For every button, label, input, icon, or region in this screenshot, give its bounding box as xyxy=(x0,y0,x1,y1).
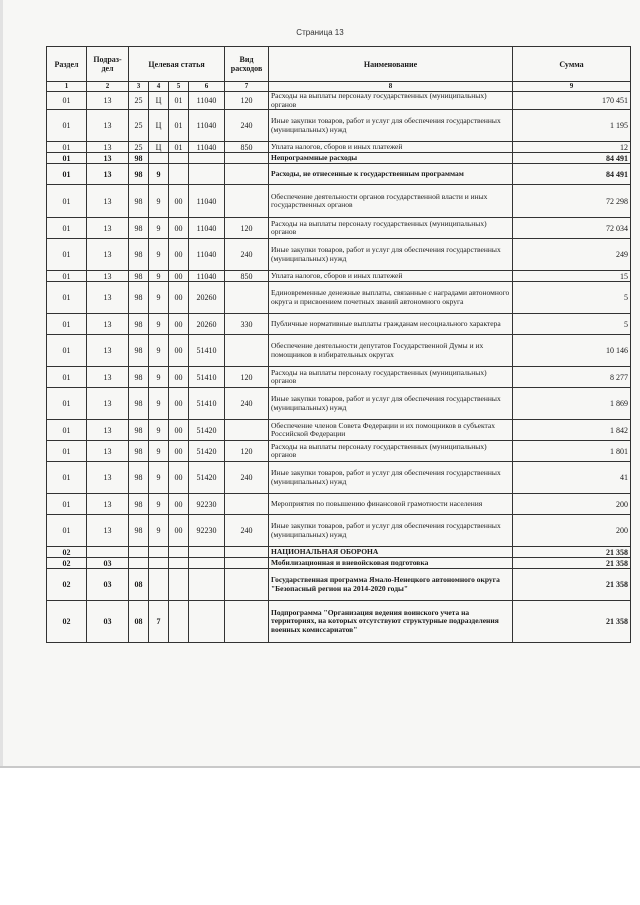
table-body xyxy=(47,92,631,643)
table-row xyxy=(47,441,631,462)
table-row xyxy=(47,218,631,239)
cell-subprogram: 9 xyxy=(149,282,169,314)
cell-name: Расходы на выплаты персоналу государственных (муниципальных) органов xyxy=(269,218,513,239)
cell-sum: 41 xyxy=(513,462,631,494)
cell-razdel: 01 xyxy=(47,367,87,388)
cell-sum: 84 491 xyxy=(513,153,631,164)
cell-code: 51410 xyxy=(189,388,225,420)
cell-direction: 00 xyxy=(169,420,189,441)
cell-code: 11040 xyxy=(189,218,225,239)
cell-code: 51420 xyxy=(189,462,225,494)
cell-program: 08 xyxy=(129,601,149,643)
cell-vid: 240 xyxy=(225,110,269,142)
cell-name: Государственная программа Ямало-Ненецкого автономного округа "Безопасный регион на 2014-2020 годы" xyxy=(269,569,513,601)
cell-name: Расходы, не отнесенные к государственным программам xyxy=(269,164,513,185)
cell-code xyxy=(189,164,225,185)
col-name: Наименование xyxy=(269,47,513,82)
table-row xyxy=(47,142,631,153)
col-number: 3 xyxy=(129,82,149,92)
cell-direction: 00 xyxy=(169,494,189,515)
cell-podrazdel: 13 xyxy=(87,110,129,142)
cell-razdel: 02 xyxy=(47,547,87,558)
cell-vid xyxy=(225,601,269,643)
cell-podrazdel: 03 xyxy=(87,601,129,643)
cell-program: 98 xyxy=(129,441,149,462)
cell-code: 20260 xyxy=(189,314,225,335)
table-row xyxy=(47,420,631,441)
cell-vid xyxy=(225,558,269,569)
cell-direction: 00 xyxy=(169,271,189,282)
cell-razdel: 01 xyxy=(47,515,87,547)
cell-name: Уплата налогов, сборов и иных платежей xyxy=(269,271,513,282)
cell-direction xyxy=(169,547,189,558)
cell-podrazdel: 13 xyxy=(87,218,129,239)
table-row xyxy=(47,335,631,367)
cell-vid xyxy=(225,282,269,314)
cell-name: Единовременные денежные выплаты, связанные с наградами автономного округа и присвоением почетных званий автономного округа xyxy=(269,282,513,314)
cell-subprogram xyxy=(149,153,169,164)
scan-edge xyxy=(0,0,3,766)
cell-name: НАЦИОНАЛЬНАЯ ОБОРОНА xyxy=(269,547,513,558)
cell-code: 11040 xyxy=(189,92,225,110)
cell-direction xyxy=(169,153,189,164)
cell-sum: 21 358 xyxy=(513,601,631,643)
cell-podrazdel: 13 xyxy=(87,494,129,515)
cell-name: Мобилизационная и вневойсковая подготовка xyxy=(269,558,513,569)
cell-sum: 21 358 xyxy=(513,569,631,601)
cell-program: 98 xyxy=(129,164,149,185)
cell-code: 20260 xyxy=(189,282,225,314)
cell-code: 51410 xyxy=(189,335,225,367)
cell-direction: 01 xyxy=(169,92,189,110)
cell-sum: 12 xyxy=(513,142,631,153)
cell-direction xyxy=(169,569,189,601)
cell-podrazdel: 13 xyxy=(87,515,129,547)
cell-vid: 120 xyxy=(225,441,269,462)
cell-code: 11040 xyxy=(189,271,225,282)
cell-direction: 00 xyxy=(169,462,189,494)
header-row xyxy=(47,47,631,82)
table-row xyxy=(47,494,631,515)
cell-razdel: 01 xyxy=(47,388,87,420)
cell-vid: 240 xyxy=(225,239,269,271)
cell-razdel: 02 xyxy=(47,569,87,601)
cell-subprogram: Ц xyxy=(149,110,169,142)
cell-subprogram: 9 xyxy=(149,218,169,239)
cell-vid xyxy=(225,420,269,441)
cell-direction: 00 xyxy=(169,282,189,314)
cell-razdel: 01 xyxy=(47,441,87,462)
cell-vid xyxy=(225,335,269,367)
cell-subprogram: 9 xyxy=(149,239,169,271)
cell-name: Расходы на выплаты персоналу государственных (муниципальных) органов xyxy=(269,367,513,388)
cell-sum: 1 195 xyxy=(513,110,631,142)
table-row xyxy=(47,547,631,558)
table-row xyxy=(47,92,631,110)
cell-vid xyxy=(225,153,269,164)
col-razdel: Раздел xyxy=(47,47,87,82)
cell-subprogram: 9 xyxy=(149,271,169,282)
cell-direction xyxy=(169,558,189,569)
cell-sum: 10 146 xyxy=(513,335,631,367)
cell-program: 98 xyxy=(129,388,149,420)
table-row xyxy=(47,314,631,335)
table-row xyxy=(47,164,631,185)
col-vid: Вид расходов xyxy=(225,47,269,82)
cell-program xyxy=(129,547,149,558)
col-podrazdel: Подраз-дел xyxy=(87,47,129,82)
cell-name: Иные закупки товаров, работ и услуг для обеспечения государственных (муниципальных) нужд xyxy=(269,110,513,142)
table-row xyxy=(47,185,631,218)
cell-subprogram: 9 xyxy=(149,185,169,218)
cell-subprogram: Ц xyxy=(149,142,169,153)
cell-subprogram: 9 xyxy=(149,420,169,441)
cell-vid: 120 xyxy=(225,92,269,110)
cell-code: 11040 xyxy=(189,185,225,218)
cell-direction: 00 xyxy=(169,239,189,271)
cell-direction xyxy=(169,164,189,185)
cell-podrazdel: 03 xyxy=(87,569,129,601)
cell-razdel: 01 xyxy=(47,314,87,335)
cell-vid: 240 xyxy=(225,515,269,547)
cell-vid: 120 xyxy=(225,218,269,239)
cell-razdel: 02 xyxy=(47,601,87,643)
cell-razdel: 01 xyxy=(47,335,87,367)
cell-podrazdel: 13 xyxy=(87,462,129,494)
table-row xyxy=(47,367,631,388)
cell-direction: 01 xyxy=(169,110,189,142)
cell-razdel: 01 xyxy=(47,494,87,515)
cell-razdel: 01 xyxy=(47,218,87,239)
cell-program: 98 xyxy=(129,271,149,282)
cell-vid: 850 xyxy=(225,271,269,282)
cell-sum: 5 xyxy=(513,314,631,335)
cell-sum: 170 451 xyxy=(513,92,631,110)
cell-subprogram: 7 xyxy=(149,601,169,643)
cell-podrazdel: 13 xyxy=(87,164,129,185)
cell-podrazdel: 03 xyxy=(87,558,129,569)
cell-direction: 00 xyxy=(169,314,189,335)
cell-direction: 00 xyxy=(169,441,189,462)
cell-name: Подпрограмма "Организация ведения воинского учета на территориях, на которых отсутствуют структурные подразделения военных комиссариатов" xyxy=(269,601,513,643)
cell-vid xyxy=(225,185,269,218)
cell-name: Непрограммные расходы xyxy=(269,153,513,164)
cell-name: Иные закупки товаров, работ и услуг для обеспечения государственных (муниципальных) нужд xyxy=(269,515,513,547)
budget-table xyxy=(46,46,631,643)
cell-razdel: 01 xyxy=(47,92,87,110)
cell-podrazdel: 13 xyxy=(87,388,129,420)
column-number-row xyxy=(47,82,631,92)
cell-subprogram: 9 xyxy=(149,441,169,462)
cell-direction: 00 xyxy=(169,218,189,239)
cell-vid xyxy=(225,569,269,601)
cell-sum: 5 xyxy=(513,282,631,314)
table-row xyxy=(47,462,631,494)
table-row xyxy=(47,153,631,164)
cell-code xyxy=(189,558,225,569)
cell-vid: 240 xyxy=(225,462,269,494)
cell-razdel: 01 xyxy=(47,185,87,218)
cell-name: Расходы на выплаты персоналу государственных (муниципальных) органов xyxy=(269,441,513,462)
cell-vid: 330 xyxy=(225,314,269,335)
cell-direction: 00 xyxy=(169,335,189,367)
cell-podrazdel: 13 xyxy=(87,142,129,153)
cell-vid xyxy=(225,164,269,185)
cell-subprogram: 9 xyxy=(149,367,169,388)
cell-subprogram: 9 xyxy=(149,388,169,420)
cell-name: Публичные нормативные выплаты гражданам несоциального характера xyxy=(269,314,513,335)
cell-razdel: 01 xyxy=(47,271,87,282)
cell-sum: 21 358 xyxy=(513,547,631,558)
cell-podrazdel: 13 xyxy=(87,92,129,110)
col-target: Целевая статья xyxy=(129,47,225,82)
cell-subprogram: 9 xyxy=(149,462,169,494)
cell-code: 11040 xyxy=(189,142,225,153)
col-number: 7 xyxy=(225,82,269,92)
cell-subprogram: 9 xyxy=(149,164,169,185)
cell-code xyxy=(189,153,225,164)
cell-vid: 850 xyxy=(225,142,269,153)
cell-razdel: 01 xyxy=(47,420,87,441)
cell-podrazdel: 13 xyxy=(87,367,129,388)
cell-razdel: 01 xyxy=(47,153,87,164)
table-row xyxy=(47,271,631,282)
cell-podrazdel: 13 xyxy=(87,185,129,218)
table-row xyxy=(47,515,631,547)
cell-code: 51420 xyxy=(189,441,225,462)
cell-podrazdel: 13 xyxy=(87,153,129,164)
col-number: 2 xyxy=(87,82,129,92)
cell-name: Обеспечение членов Совета Федерации и их помощников в субъектах Российской Федерации xyxy=(269,420,513,441)
table-row xyxy=(47,558,631,569)
cell-name: Расходы на выплаты персоналу государственных (муниципальных) органов xyxy=(269,92,513,110)
cell-sum: 200 xyxy=(513,515,631,547)
cell-program: 98 xyxy=(129,420,149,441)
cell-sum: 200 xyxy=(513,494,631,515)
cell-code: 92230 xyxy=(189,494,225,515)
cell-sum: 1 869 xyxy=(513,388,631,420)
col-sum: Сумма xyxy=(513,47,631,82)
cell-subprogram: 9 xyxy=(149,494,169,515)
cell-code xyxy=(189,601,225,643)
cell-podrazdel xyxy=(87,547,129,558)
cell-direction: 00 xyxy=(169,185,189,218)
cell-podrazdel: 13 xyxy=(87,282,129,314)
table-row xyxy=(47,239,631,271)
col-number: 6 xyxy=(189,82,225,92)
col-number: 9 xyxy=(513,82,631,92)
cell-program: 98 xyxy=(129,239,149,271)
cell-program: 25 xyxy=(129,92,149,110)
cell-name: Обеспечение деятельности депутатов Государственной Думы и их помощников в избирательных округах xyxy=(269,335,513,367)
table-row xyxy=(47,388,631,420)
table-row xyxy=(47,282,631,314)
cell-code: 51410 xyxy=(189,367,225,388)
cell-code: 11040 xyxy=(189,110,225,142)
cell-program: 98 xyxy=(129,314,149,335)
cell-podrazdel: 13 xyxy=(87,441,129,462)
cell-code: 11040 xyxy=(189,239,225,271)
cell-direction: 00 xyxy=(169,367,189,388)
table-row xyxy=(47,110,631,142)
table-row xyxy=(47,569,631,601)
cell-subprogram xyxy=(149,558,169,569)
cell-vid: 120 xyxy=(225,367,269,388)
cell-subprogram: 9 xyxy=(149,515,169,547)
cell-razdel: 01 xyxy=(47,239,87,271)
col-number: 8 xyxy=(269,82,513,92)
cell-code xyxy=(189,569,225,601)
cell-program xyxy=(129,558,149,569)
cell-razdel: 01 xyxy=(47,164,87,185)
cell-sum: 1 801 xyxy=(513,441,631,462)
cell-sum: 15 xyxy=(513,271,631,282)
cell-subprogram: 9 xyxy=(149,335,169,367)
cell-program: 25 xyxy=(129,142,149,153)
cell-subprogram: Ц xyxy=(149,92,169,110)
cell-code xyxy=(189,547,225,558)
cell-program: 25 xyxy=(129,110,149,142)
cell-direction: 00 xyxy=(169,388,189,420)
page-number: Страница 13 xyxy=(296,28,344,37)
cell-sum: 84 491 xyxy=(513,164,631,185)
cell-sum: 72 034 xyxy=(513,218,631,239)
cell-sum: 21 358 xyxy=(513,558,631,569)
cell-sum: 1 842 xyxy=(513,420,631,441)
cell-name: Мероприятия по повышению финансовой грамотности населения xyxy=(269,494,513,515)
cell-name: Обеспечение деятельности органов государственной власти и иных государственных органов xyxy=(269,185,513,218)
col-number: 1 xyxy=(47,82,87,92)
cell-program: 98 xyxy=(129,515,149,547)
cell-podrazdel: 13 xyxy=(87,335,129,367)
cell-code: 92230 xyxy=(189,515,225,547)
cell-sum: 72 298 xyxy=(513,185,631,218)
cell-razdel: 01 xyxy=(47,462,87,494)
cell-subprogram xyxy=(149,569,169,601)
cell-podrazdel: 13 xyxy=(87,239,129,271)
col-number: 4 xyxy=(149,82,169,92)
cell-program: 98 xyxy=(129,153,149,164)
cell-name: Иные закупки товаров, работ и услуг для обеспечения государственных (муниципальных) нужд xyxy=(269,388,513,420)
cell-name: Иные закупки товаров, работ и услуг для обеспечения государственных (муниципальных) нужд xyxy=(269,239,513,271)
cell-program: 98 xyxy=(129,218,149,239)
cell-razdel: 01 xyxy=(47,282,87,314)
cell-podrazdel: 13 xyxy=(87,314,129,335)
cell-program: 98 xyxy=(129,282,149,314)
cell-program: 98 xyxy=(129,335,149,367)
cell-direction xyxy=(169,601,189,643)
cell-program: 08 xyxy=(129,569,149,601)
cell-sum: 249 xyxy=(513,239,631,271)
cell-code: 51420 xyxy=(189,420,225,441)
cell-vid xyxy=(225,494,269,515)
cell-vid xyxy=(225,547,269,558)
cell-subprogram: 9 xyxy=(149,314,169,335)
cell-podrazdel: 13 xyxy=(87,271,129,282)
cell-program: 98 xyxy=(129,367,149,388)
cell-razdel: 01 xyxy=(47,142,87,153)
cell-program: 98 xyxy=(129,462,149,494)
cell-program: 98 xyxy=(129,494,149,515)
col-number: 5 xyxy=(169,82,189,92)
cell-direction: 00 xyxy=(169,515,189,547)
cell-podrazdel: 13 xyxy=(87,420,129,441)
cell-subprogram xyxy=(149,547,169,558)
cell-vid: 240 xyxy=(225,388,269,420)
cell-program: 98 xyxy=(129,185,149,218)
cell-sum: 8 277 xyxy=(513,367,631,388)
cell-name: Иные закупки товаров, работ и услуг для обеспечения государственных (муниципальных) нужд xyxy=(269,462,513,494)
cell-direction: 01 xyxy=(169,142,189,153)
cell-razdel: 02 xyxy=(47,558,87,569)
cell-razdel: 01 xyxy=(47,110,87,142)
cell-name: Уплата налогов, сборов и иных платежей xyxy=(269,142,513,153)
table-row xyxy=(47,601,631,643)
